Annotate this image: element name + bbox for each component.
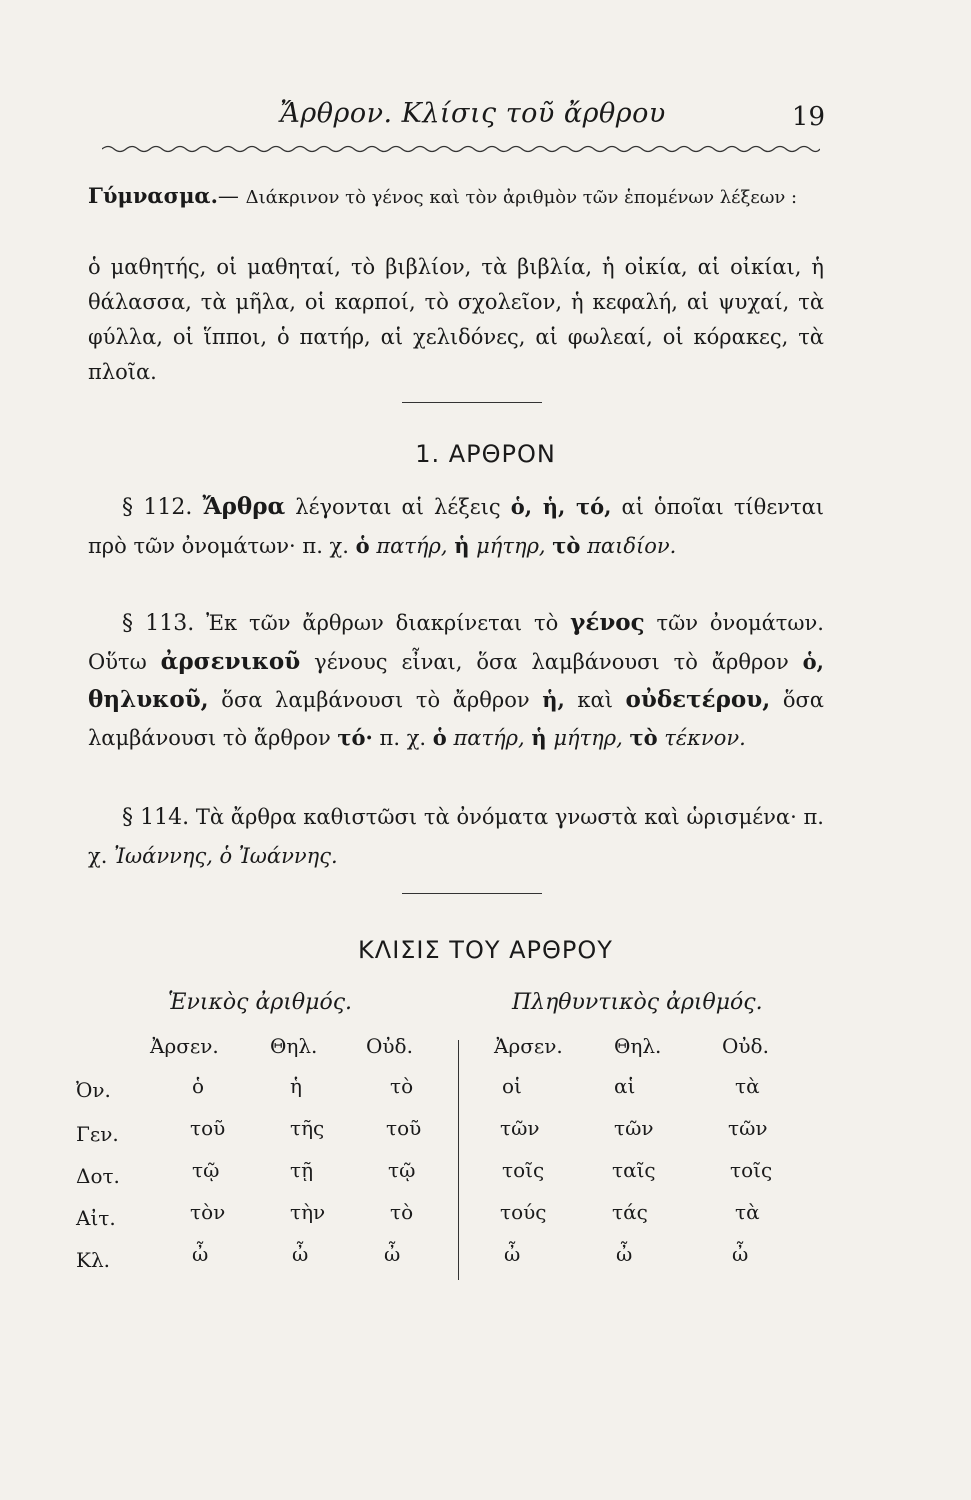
text: Τὰ ἄρθρα καθιστῶσι τὰ ὀνόματα γνωστὰ καὶ ὡρισμένα· π. χ.: [88, 805, 824, 868]
example: πατήρ,: [369, 534, 455, 558]
section-number: § 112.: [122, 495, 193, 520]
table-cell: ὦ: [384, 1242, 401, 1266]
article: ἡ,: [542, 687, 565, 712]
table-cell: ὦ: [192, 1242, 209, 1266]
table-cell: τῶν: [728, 1116, 768, 1140]
case-label: Γεν.: [76, 1122, 119, 1146]
header-neut-sg: Οὐδ.: [366, 1034, 413, 1058]
table-cell: τοῦ: [190, 1116, 226, 1140]
example: Ἰωάννης, ὁ Ἰωάννης.: [114, 844, 338, 868]
table-cell: ἡ: [290, 1074, 302, 1098]
case-label: Κλ.: [76, 1248, 110, 1272]
article: τό·: [337, 725, 373, 750]
table-cell: ὁ: [192, 1074, 205, 1098]
table-cell: αἱ: [614, 1074, 636, 1098]
table-cell: τὴν: [290, 1200, 326, 1224]
table-cell: τῷ: [192, 1158, 220, 1182]
table-cell: ὦ: [732, 1242, 749, 1266]
header-fem-pl: Θηλ.: [614, 1034, 662, 1058]
table-cell: ὦ: [292, 1242, 309, 1266]
singular-label: Ἑνικὸς ἀριθμός.: [168, 990, 353, 1015]
table-cell: τούς: [500, 1200, 547, 1224]
table-cell: τὰ: [735, 1074, 760, 1098]
declension-heading: ΚΛΙΣΙΣ ΤΟΥ ΑΡΘΡΟΥ: [358, 936, 613, 964]
exercise-words: ὁ μαθητής, οἱ μαθηταί, τὸ βιβλίον, τὰ βιβλία, ἡ οἰκία, αἱ οἰκίαι, ἡ θάλασσα, τὰ μῆλα, οἱ καρποί, τὸ σχολεῖον, ἡ κεφαλή, αἱ ψυχαί, τὰ φύλλα, οἱ ἵπποι, ὁ πατήρ, αἱ χελιδόνες, αἱ φωλεαί, οἱ κόρακες, τὰ πλοῖα.: [88, 255, 824, 384]
articles: ὁ, ἡ, τό,: [510, 494, 612, 519]
paragraph-113: [88, 604, 824, 757]
exercise-label: Γύμνασμα.: [88, 183, 218, 208]
wavy-rule: [102, 142, 820, 156]
case-label: Δοτ.: [76, 1164, 120, 1188]
header-masc-sg: Ἀρσεν.: [150, 1034, 219, 1058]
plural-label: Πληθυντικὸς ἀριθμός.: [512, 990, 763, 1015]
section-number: § 114.: [122, 805, 190, 830]
table-cell: τοῦ: [386, 1116, 422, 1140]
text: γένους εἶναι, ὅσα λαμβάνουσι τὸ ἄρθρον: [300, 650, 803, 674]
term-arthra: Ἄρθρα: [202, 493, 286, 520]
term-neuter: οὐδετέρου,: [625, 686, 771, 713]
paragraph-114: [88, 798, 824, 875]
running-title: Ἄρθρον. Κλίσις τοῦ ἄρθρου: [280, 98, 666, 129]
text: Ἐκ τῶν ἄρθρων διακρίνεται τὸ: [194, 611, 571, 635]
table-cell: τῶν: [614, 1116, 654, 1140]
article: τὸ: [629, 725, 658, 750]
separator-rule: [402, 893, 542, 894]
text: τῶν ὀνομάτων. Οὕτω: [88, 611, 824, 674]
header-masc-pl: Ἀρσεν.: [494, 1034, 563, 1058]
text: καὶ: [564, 688, 626, 712]
exercise-instruction: Διάκρινον τὸ γένος καὶ τὸν ἀριθμὸν τῶν ἑπομένων λέξεων :: [245, 187, 798, 208]
table-cell: τὸν: [190, 1200, 226, 1224]
article: ὁ,: [802, 649, 824, 674]
text: ὅσα λαμβάνουσι τὸ ἄρθρον: [208, 688, 543, 712]
table-cell: τὸ: [390, 1074, 414, 1098]
table-cell: τῆς: [290, 1116, 325, 1140]
example: παιδίον.: [580, 534, 677, 558]
table-cell: τῷ: [388, 1158, 416, 1182]
table-divider: [458, 1040, 459, 1280]
table-cell: τοῖς: [502, 1158, 545, 1182]
example: μήτηρ,: [469, 534, 553, 558]
header-fem-sg: Θηλ.: [270, 1034, 318, 1058]
term-genos: γένος: [570, 609, 645, 636]
text: π. χ.: [372, 726, 433, 750]
table-cell: τῶν: [500, 1116, 540, 1140]
example: πατήρ,: [446, 726, 532, 750]
article: ἡ: [454, 533, 470, 558]
text: ὅσα λαμβάνουσι τὸ ἄρθρον: [88, 688, 824, 750]
table-cell: ταῖς: [612, 1158, 656, 1182]
table-cell: ὦ: [616, 1242, 633, 1266]
paragraph-112: [88, 488, 824, 565]
separator-rule: [402, 402, 542, 403]
table-cell: ὦ: [504, 1242, 521, 1266]
table-cell: οἱ: [502, 1074, 522, 1098]
exercise-intro: [88, 178, 824, 216]
article: τὸ: [552, 533, 581, 558]
section-number: § 113.: [122, 611, 195, 636]
case-label: Αἰτ.: [76, 1206, 116, 1230]
term-masculine: ἀρσενικοῦ: [160, 648, 301, 675]
table-cell: τοῖς: [730, 1158, 773, 1182]
table-cell: τὰ: [735, 1200, 760, 1224]
table-cell: τῇ: [290, 1158, 314, 1182]
case-label: Ὀν.: [76, 1078, 111, 1102]
exercise-dash: —: [217, 184, 239, 208]
header-neut-pl: Οὐδ.: [722, 1034, 769, 1058]
article: ἡ: [531, 725, 547, 750]
running-head: [90, 98, 825, 144]
text: λέγονται αἱ λέξεις: [285, 495, 511, 519]
table-cell: τὸ: [390, 1200, 414, 1224]
section-heading: 1. ΑΡΘΡΟΝ: [415, 440, 556, 468]
text: αἱ ὁποῖαι τίθενται πρὸ τῶν ὀνομάτων· π. χ.: [88, 495, 824, 558]
article: ὁ: [432, 725, 447, 750]
example: τέκνον.: [657, 726, 746, 750]
table-cell: τάς: [612, 1200, 648, 1224]
article: ὁ: [355, 533, 370, 558]
example: μήτηρ,: [546, 726, 630, 750]
page-number: 19: [791, 102, 825, 132]
term-feminine: θηλυκοῦ,: [88, 686, 209, 713]
